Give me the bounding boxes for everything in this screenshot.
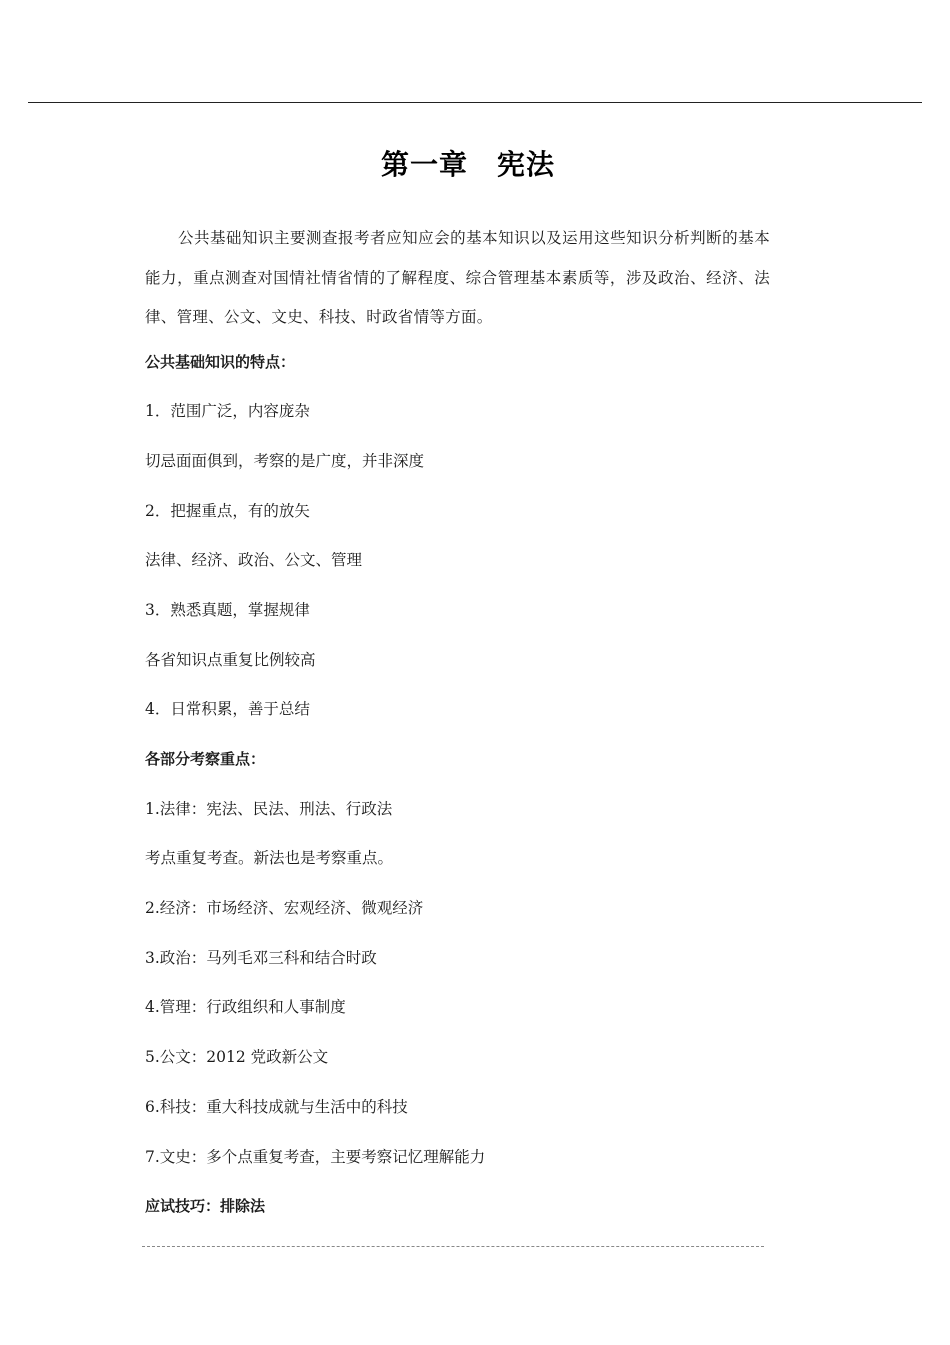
section-heading: 公共基础知识的特点： bbox=[145, 352, 296, 371]
content-line: 2.经济：市场经济、宏观经济、微观经济 bbox=[145, 899, 424, 918]
content-line: 1.法律：宪法、民法、刑法、行政法 bbox=[145, 799, 393, 818]
footer-rule bbox=[142, 1246, 764, 1247]
chapter-title: 第一章 宪法 bbox=[380, 147, 555, 181]
content-line: 切忌面面俱到，考察的是广度，并非深度 bbox=[145, 451, 425, 470]
content-line: 3.政治：马列毛邓三科和结合时政 bbox=[145, 948, 377, 967]
content-line: 考点重复考查。新法也是考察重点。 bbox=[145, 849, 394, 868]
intro-paragraph: 公共基础知识主要测查报考者应知应会的基本知识以及运用这些知识分析判断的基本能力，重点测查对国情社情省情的了解程度、综合管理基本素质等，涉及政治、经济、法律、管理、公文、文史、科技、时政省情等方面。 bbox=[145, 229, 770, 326]
content-line: 7.文史：多个点重复考查，主要考察记忆理解能力 bbox=[145, 1147, 486, 1166]
content-line: 法律、经济、政治、公文、管理 bbox=[145, 551, 363, 570]
content-line: 各省知识点重复比例较高 bbox=[145, 650, 316, 669]
section-heading: 各部分考察重点： bbox=[145, 750, 266, 768]
content-line: 4．日常积累，善于总结 bbox=[145, 700, 310, 719]
document-body bbox=[145, 219, 770, 1232]
content-line: 1．范围广泛，内容庞杂 bbox=[145, 402, 310, 421]
content-line: 5.公文：2012 党政新公文 bbox=[145, 1048, 329, 1067]
content-line: 6.科技：重大科技成就与生活中的科技 bbox=[145, 1097, 408, 1116]
content-lines bbox=[145, 338, 770, 1232]
section-heading: 应试技巧：排除法 bbox=[145, 1197, 266, 1216]
header-rule bbox=[28, 102, 922, 103]
content-line: 3．熟悉真题，掌握规律 bbox=[145, 600, 310, 619]
content-line: 2．把握重点，有的放矢 bbox=[145, 501, 310, 520]
content-line: 4.管理：行政组织和人事制度 bbox=[145, 998, 346, 1017]
